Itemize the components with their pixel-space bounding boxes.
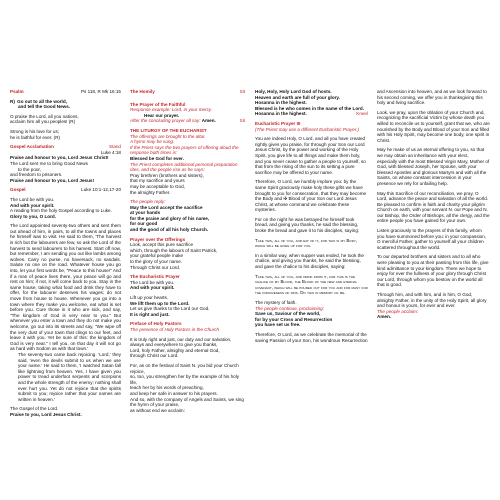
sanctus-line: Hosanna in the highest. bbox=[255, 111, 307, 117]
stand-rubric: Stand bbox=[108, 144, 121, 150]
acclamation-reference: Luke 4:18 bbox=[100, 149, 121, 155]
rubric: The people acclaim: bbox=[377, 308, 419, 314]
acclamation-line: to the poor, bbox=[18, 166, 41, 172]
response: for our good bbox=[130, 221, 158, 227]
preface-subtitle: The presence of Holy Pastors in the Church bbox=[130, 326, 220, 332]
gospel-closing-response: Praise to you, Lord Jesus Christ. bbox=[10, 411, 82, 417]
eucharistic-prayer-heading: The Eucharistic Prayer bbox=[130, 274, 180, 280]
response: Hear our prayer. bbox=[144, 112, 180, 118]
preface-heading: Preface of Holy Pastors bbox=[130, 321, 182, 327]
rubric: The Priest completes additional personal preparation rites, and the people rise as he says: bbox=[130, 161, 238, 173]
psalm-verse: Strong is his love for us; bbox=[10, 128, 60, 134]
acclamation-line: Praise and honour to you, Lord Jesus Christ! bbox=[10, 155, 109, 161]
gospel-reference: Luke 10:1-12,17-20 bbox=[81, 187, 121, 193]
gospel-greeting: The Lord be with you. bbox=[10, 196, 55, 202]
response: We lift them up to the Lord. bbox=[130, 300, 190, 306]
psalm-response-2: and tell the Good News. bbox=[18, 104, 71, 110]
response: May the Lord accept the sacrifice bbox=[130, 204, 203, 210]
rubric: The people continue, proclaiming: bbox=[255, 305, 324, 311]
priest-text: Pray brethren (brothers and sisters), bbox=[130, 172, 204, 178]
acclamation-line: The Lord sent me to bring Good News bbox=[10, 160, 88, 166]
gospel-heading: Gospel bbox=[10, 187, 26, 193]
gospel-text: The seventy-two came back rejoicing. 'Lord,' they said, 'even the devils submit to us when we use your name.' He said to them, 'I watched Satan fall like lightning from heaven. Yes, I have given you power to tread underfoot serpents and scorpions and the whole strength of the enemy; nothing shall ever hurt you. Yet do not rejoice that the spirits submit to you; rejoice rather that your names are written in heaven.' bbox=[18, 351, 121, 402]
prayer-text: Through him, and with him, and in him, O God, almighty Father, in the unity of the Holy Spirit, all glory and honour is yours, for ever and ever. bbox=[377, 292, 487, 309]
prayer-text: The mystery of faith. bbox=[255, 300, 297, 305]
response: It is right and just. bbox=[130, 311, 170, 317]
priest-text: Through Christ our Lord. bbox=[130, 264, 181, 270]
rubric: The offerings are brought to the altar. bbox=[130, 133, 206, 139]
rubric: The people reply: bbox=[130, 199, 166, 205]
sanctus-line: Hosanna in the highest. bbox=[255, 100, 307, 106]
preface-text: through Christ our Lord. bbox=[130, 353, 179, 359]
preface-text: It is truly right and just, our duty and our salvation, bbox=[130, 336, 232, 342]
prayer-text: Listen graciously to the prayers of this family, whom you have summoned before you: in your compassion, O merciful Father, gather to yourself all your children scattered throughout the world. bbox=[377, 228, 487, 250]
acclamation-line: and freedom to prisoners. bbox=[10, 172, 63, 178]
prayer-text: Look, we pray, upon the oblation of your Church and, recognizing the sacrificial Victim by whose death you willed to reconcile us to yourself, grant that we, who are nourished by the Body and Blood of your Son and filled with his Holy Spirit, may become one body, one spirit in Christ. bbox=[377, 109, 490, 143]
prayer-text: May this Sacrifice of our reconciliation, we pray, O Lord, advance the peace and salvation of all the world. Be pleased to confirm in faith and charity your pilgrim Church on earth, with your servant N. our Pope and N. our Bishop, the Order of Bishops, all the clergy, and the entire people you have gained for your own. bbox=[377, 190, 490, 224]
prayer-faithful-heading: The Prayer of the Faithful bbox=[130, 101, 186, 107]
response: And with your spirit. bbox=[130, 285, 175, 291]
rubric: Response example: Lord, in your mercy. bbox=[130, 107, 213, 113]
kneel-rubric: Kneel bbox=[356, 111, 368, 117]
consecration-text: Take this, all of you, and drink from it, for this is the chalice of my Blood, the Blood of the new and eternal covenant, which will be poured out for you and for many for the forgiveness of sins. Do this in memory of me. bbox=[255, 273, 368, 296]
prayer-text: May he make of us an eternal offering to you, so that we may obtain an inheritance with your elect, especially with the most Blessed Virgin Mary, Mother of God, with blessed Joseph, her Spouse, with your blessed Apostles and glorious Martyrs and with all the Saints, on whose constant intercession in your presence we rely for unfailing help. bbox=[377, 147, 490, 186]
acclamation-line: Praise and honour to you, Lord Jesus! bbox=[10, 177, 94, 183]
prayer-text: To our departed brothers and sisters and to all who were pleasing to you at their passing from this life, give kind admittance to your kingdom. There we hope to enjoy for ever the fullness of your glory through Christ our Lord, through whom you bestow on the world all that is good. bbox=[377, 254, 489, 288]
psalm-response: R) Go out to all the world, bbox=[10, 98, 67, 104]
response: and the good of all his holy Church. bbox=[130, 227, 209, 233]
prayer-text: Therefore, O Lord, we humbly implore you: by the same Spirit graciously make holy these gifts we have brought to you for consecration, that they may become the Body and ✠ Blood of your Son our Lord Jesus Christ, at whose command we celebrate these mysteries. bbox=[255, 179, 367, 213]
gospel-announcement: A reading from the holy Gospel according to Luke. bbox=[10, 208, 112, 214]
amen: Amen. bbox=[377, 314, 392, 320]
priest-text: that my sacrifice and yours bbox=[130, 178, 185, 184]
rubric: (The Priest may use a different Eucharistic Prayer.) bbox=[255, 126, 359, 132]
response: for the praise and glory of his name, bbox=[130, 215, 210, 221]
priest-text: may be acceptable to God, bbox=[130, 183, 185, 189]
preface-text: For, as on the festival of Saint N. you bid your Church rejoice, bbox=[130, 362, 239, 374]
gospel-response: And with your spirit. bbox=[10, 202, 55, 208]
column-4 bbox=[377, 89, 490, 320]
preface-text: and keep her safe in answer to his prayers. bbox=[130, 390, 218, 396]
psalm-verse: he is faithful for ever. (R) bbox=[10, 134, 61, 140]
preface-text: so, too, you strengthen her by the example of his holy life, bbox=[130, 374, 240, 385]
gospel-closing: The Gospel of the Lord. bbox=[10, 406, 59, 412]
preface-text: And so, with the company of Angels and Saints, we sing the hymn of your praise, bbox=[130, 396, 244, 408]
eucharistic-prayer-iii-heading: Eucharistic Prayer III bbox=[255, 120, 301, 126]
priest-text: Lift up your hearts. bbox=[130, 295, 169, 300]
sanctus-line: Heaven and earth are full of your glory. bbox=[255, 94, 340, 100]
liturgy-eucharist-heading: THE LITURGY OF THE EUCHARIST bbox=[130, 127, 207, 133]
priest-text: which, through the labours of Saint Patrick, bbox=[130, 247, 218, 253]
priest-text: The Lord be with you. bbox=[130, 279, 175, 285]
preface-text: as without end we acclaim: bbox=[130, 407, 185, 413]
rubric: If the Priest says the two prayers of offering aloud the response both times is: bbox=[130, 144, 239, 156]
prayer-text: and Ascension into heaven, and as we look forward to his second coming, we offer you in thanksgiving this holy and living sacrifice. bbox=[377, 89, 487, 106]
priest-text: your grateful people make bbox=[130, 253, 184, 259]
psalm-reference: Ps 118, R Mk 16:15 bbox=[80, 89, 121, 94]
gospel-response: Glory to you, O Lord. bbox=[10, 213, 56, 219]
homily-heading: The Homily bbox=[130, 89, 155, 94]
prayer-text: In a similar way, when supper was ended, he took the chalice, and giving you thanks, he said the blessing, and gave the chalice to his disciples, saying: bbox=[255, 252, 364, 270]
psalm-verse: acclaim him all you peoples! (R) bbox=[10, 119, 76, 125]
preface-text: Lord, holy Father, almighty and eternal God, bbox=[130, 347, 220, 353]
priest-text: Look, accept this pure sacrifice bbox=[130, 242, 194, 248]
priest-text: to the glory of your name. bbox=[130, 259, 183, 265]
prayer-text: Therefore, O Lord, as we celebrate the memorial of the saving Passion of your Son, his wondrous Resurrection bbox=[255, 331, 368, 343]
rubric: A hymn may be sung. bbox=[130, 139, 175, 145]
rubric: After the concluding prayer all say: bbox=[130, 118, 201, 124]
preface-text: always and everywhere to give you thanks, bbox=[130, 342, 218, 348]
prayer-text: For on the night he was betrayed he himself took bread, and giving you thanks, he said the blessing, broke the bread and gave it to his disciples, saying: bbox=[255, 216, 360, 234]
gospel-text: The Lord appointed seventy-two others and sent them out ahead of him, in pairs, to all the towns and places he himself was to visit. He said to them, 'The harvest is rich but the labourers are few, so ask the Lord of the harvest to send labourers to his harvest. Start off now, but remember, I am sending you out like lambs among wolves. Carry no purse, no haversack, no sandals. Salute no one on the road. Whatever house you go into, let your first words be, "Peace to this house!" And if a man of peace lives there, your peace will go and rest on him; if not, it will come back to you. Stay in the same house, taking what food and drink they have to offer, for the labourer deserves his wages; do not move from house to house. Whenever you go into a town where they make you welcome, eat what is set before you. Cure those in it who are sick, and say, "The kingdom of God is very near to you." But whenever you enter a town and they do not make you welcome, go out into its streets and say, "We wipe off the very dust of your town that clings to our feet, and leave it with you. Yet be sure of this: the kingdom of God is very near." I tell you, on that day it will not go as hard with Sodom as with that town.' bbox=[10, 223, 121, 352]
psalm-verse: O praise the Lord, all you nations, bbox=[10, 113, 79, 119]
sit-rubric: Sit bbox=[239, 89, 245, 94]
prayer-text: You are indeed Holy, O Lord, and all you have created rightly gives you praise, for through your Son our Lord Jesus Christ, by the power and working of the Holy Spirit, you give life to all things and make them holy, and you never cease to gather a people to yourself, so that from the rising of the sun to its setting a pure sacrifice may be offered to your name. bbox=[255, 136, 366, 175]
psalm-heading: Psalm bbox=[10, 89, 24, 94]
acclamation-heading: Gospel Acclamation bbox=[10, 144, 54, 150]
preface-text: teach her by his words of preaching, bbox=[130, 385, 204, 391]
priest-text: Let us give thanks to the Lord our God. bbox=[130, 306, 210, 312]
sit-rubric: Sit bbox=[239, 118, 245, 124]
response: Save us, Saviour of the world, bbox=[255, 311, 321, 317]
consecration-text: Take this, all of you, and eat of it, for this is my Body, which will be given up for you. bbox=[255, 237, 358, 249]
sanctus-line: Blessed is he who comes in the name of the Lord. bbox=[255, 105, 364, 111]
column-3 bbox=[255, 89, 368, 343]
prayer-offerings-heading: Prayer over the Offerings bbox=[130, 236, 186, 242]
sanctus-line: Holy, Holy, Holy Lord God of hosts. bbox=[255, 89, 332, 94]
response: you have set us free. bbox=[255, 322, 301, 328]
response: for by your Cross and Resurrection bbox=[255, 316, 333, 322]
column-2 bbox=[130, 89, 245, 413]
column-1 bbox=[10, 89, 121, 417]
response: Blessed be God for ever. bbox=[130, 155, 184, 161]
response: at your hands bbox=[130, 210, 161, 216]
amen: Amen. bbox=[201, 118, 216, 124]
priest-text: the almighty Father. bbox=[130, 189, 171, 195]
